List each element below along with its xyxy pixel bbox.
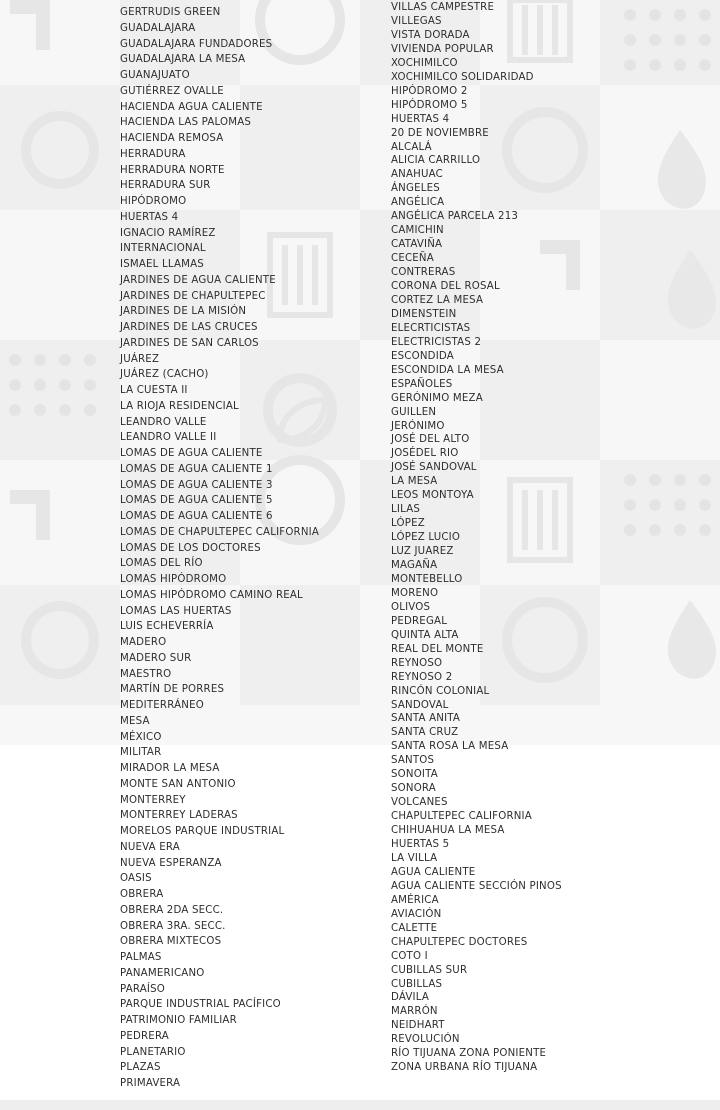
neighborhood-item: XOCHIMILCO <box>391 57 458 69</box>
neighborhood-item: REAL DEL MONTE <box>391 643 484 655</box>
neighborhood-item: LÓPEZ <box>391 518 425 530</box>
neighborhood-item: JARDINES DE LAS CRUCES <box>120 322 258 333</box>
neighborhood-item: GUANAJUATO <box>120 70 190 81</box>
neighborhood-item: SANTOS <box>391 755 435 767</box>
neighborhood-item: MIRADOR LA MESA <box>120 763 220 774</box>
neighborhood-item: COTO I <box>391 950 428 962</box>
neighborhood-item: MAGAÑA <box>391 560 438 571</box>
neighborhood-item: CUBILLAS SUR <box>391 964 468 976</box>
neighborhood-item: GUILLEN <box>391 406 437 418</box>
neighborhood-item: LILAS <box>391 504 421 516</box>
neighborhood-item: LUZ JUAREZ <box>391 546 454 558</box>
neighborhood-item: ALICIA CARRILLO <box>391 155 481 167</box>
neighborhood-item: PRIMAVERA <box>120 1078 181 1089</box>
neighborhood-item: LOMAS DE CHAPULTEPEC CALIFORNIA <box>120 526 320 538</box>
neighborhood-item: MONTERREY LADERAS <box>120 810 238 822</box>
neighborhood-item: LÓPEZ LUCIO <box>391 532 461 544</box>
neighborhood-item: GERTRUDIS GREEN <box>120 7 221 18</box>
neighborhood-item: JUÁREZ (CACHO) <box>120 369 209 381</box>
neighborhood-item: HACIENDA REMOSA <box>120 133 224 144</box>
neighborhood-item: SONORA <box>391 783 436 795</box>
neighborhood-item: MADERO <box>120 637 167 648</box>
neighborhood-item: QUINTA ALTA <box>391 629 459 641</box>
neighborhood-item: AGUA CALIENTE <box>391 866 476 878</box>
neighborhood-item: VILLAS CAMPESTRE <box>391 2 495 13</box>
neighborhood-item: GUTIÉRREZ OVALLE <box>120 85 224 97</box>
neighborhood-item: ANGÉLICA PARCELA 213 <box>391 211 519 223</box>
neighborhood-item: PLANETARIO <box>120 1046 186 1058</box>
neighborhood-item: LOMAS DE AGUA CALIENTE <box>120 448 263 459</box>
neighborhood-item: VILLEGAS <box>391 15 442 27</box>
neighborhood-item: OLIVOS <box>391 601 431 613</box>
neighborhood-item: LOMAS DE LOS DOCTORES <box>120 542 261 554</box>
neighborhood-item: LA MESA <box>391 476 438 488</box>
neighborhood-item: LOMAS HIPÓDROMO <box>120 574 227 585</box>
neighborhood-item: MESA <box>120 715 150 727</box>
neighborhood-item: ANAHUAC <box>391 169 443 181</box>
neighborhood-item: MARTÍN DE PORRES <box>120 684 225 696</box>
neighborhood-item: ANGÉLICA <box>391 197 445 209</box>
neighborhood-item: CAMICHIN <box>391 225 444 237</box>
neighborhood-item: JOSÉ DEL ALTO <box>391 434 470 446</box>
neighborhood-item: OBRERA 3RA. SECC. <box>120 920 226 932</box>
neighborhood-item: LA VILLA <box>391 852 438 864</box>
neighborhood-item: HUERTAS 5 <box>391 839 450 850</box>
neighborhood-item: PEDRERA <box>120 1030 169 1042</box>
neighborhood-item: PLAZAS <box>120 1062 161 1074</box>
neighborhood-item: LUIS ECHEVERRÍA <box>120 621 214 633</box>
neighborhood-item: NUEVA ESPERANZA <box>120 857 222 869</box>
neighborhood-item: MAESTRO <box>120 668 172 680</box>
neighborhood-item: JUÁREZ <box>120 353 160 365</box>
neighborhood-item: MORELOS PARQUE INDUSTRIAL <box>120 826 285 837</box>
neighborhood-item: PARAÍSO <box>120 983 165 995</box>
neighborhood-item: ISMAEL LLAMAS <box>120 259 204 270</box>
neighborhood-item: MORENO <box>391 587 439 599</box>
neighborhood-item: LOMAS DE AGUA CALIENTE 6 <box>120 511 273 522</box>
neighborhood-item: SANDOVAL <box>391 699 449 711</box>
neighborhood-item: ESPAÑOLES <box>391 378 453 390</box>
neighborhood-item: NEIDHART <box>391 1020 445 1032</box>
neighborhood-item: LEANDRO VALLE <box>120 416 207 428</box>
neighborhood-item: HERRADURA SUR <box>120 180 211 192</box>
neighborhood-item: JARDINES DE LA MISIÓN <box>120 306 247 318</box>
neighborhood-item: LOMAS DE AGUA CALIENTE 5 <box>120 495 273 507</box>
neighborhood-item: OBRERA MIXTECOS <box>120 936 222 948</box>
neighborhood-item: ALCALÁ <box>391 141 432 153</box>
neighborhood-item: MÉXICO <box>120 731 162 743</box>
neighborhood-item: LOMAS DE AGUA CALIENTE 1 <box>120 463 273 475</box>
neighborhood-item: VIVIENDA POPULAR <box>391 43 494 55</box>
neighborhood-item: JARDINES DE CHAPULTEPEC <box>120 290 266 302</box>
neighborhood-item: PEDREGAL <box>391 615 448 627</box>
neighborhood-item: REVOLUCIÓN <box>391 1034 460 1046</box>
neighborhood-item: CONTRERAS <box>391 267 456 279</box>
neighborhood-item: HUERTAS 4 <box>120 211 179 223</box>
neighborhood-item: 20 DE NOVIEMBRE <box>391 127 489 139</box>
neighborhood-item: ESCONDIDA <box>391 350 454 362</box>
neighborhood-item: MEDITERRÁNEO <box>120 700 204 711</box>
neighborhood-item: SANTA ROSA LA MESA <box>391 741 509 753</box>
neighborhood-item: ÁNGELES <box>391 183 440 195</box>
neighborhood-item: CECEÑA <box>391 253 434 265</box>
neighborhood-item: HERRADURA NORTE <box>120 164 225 176</box>
neighborhood-item: MONTE SAN ANTONIO <box>120 778 236 790</box>
neighborhood-item: LOMAS HIPÓDROMO CAMINO REAL <box>120 589 303 601</box>
neighborhood-item: AGUA CALIENTE SECCIÓN PINOS <box>391 880 562 892</box>
neighborhood-item: MILITAR <box>120 747 162 759</box>
neighborhood-item: CORTEZ LA MESA <box>391 294 484 306</box>
neighborhood-item: CATAVIÑA <box>391 239 443 251</box>
neighborhood-item: CHAPULTEPEC DOCTORES <box>391 936 528 948</box>
neighborhood-item: PARQUE INDUSTRIAL PACÍFICO <box>120 999 281 1011</box>
neighborhood-item: CORONA DEL ROSAL <box>391 281 500 292</box>
neighborhood-item: SANTA ANITA <box>391 713 461 725</box>
neighborhood-item: HIPÓDROMO 5 <box>391 99 468 111</box>
neighborhood-item: LEANDRO VALLE II <box>120 432 217 444</box>
neighborhood-item: GUADALAJARA <box>120 22 196 34</box>
neighborhood-item: PATRIMONIO FAMILIAR <box>120 1015 237 1026</box>
neighborhood-item: JERÓNIMO <box>391 420 445 432</box>
neighborhood-item: GUADALAJARA LA MESA <box>120 54 246 66</box>
neighborhood-item: GUADALAJARA FUNDADORES <box>120 38 273 50</box>
neighborhood-item: NUEVA ERA <box>120 841 180 853</box>
neighborhood-item: OBRERA 2DA SECC. <box>120 904 224 916</box>
neighborhood-item: VISTA DORADA <box>391 29 470 41</box>
neighborhood-item: AMÉRICA <box>391 894 439 906</box>
neighborhood-item: RINCÓN COLONIAL <box>391 685 490 697</box>
neighborhood-item: JARDINES DE SAN CARLOS <box>120 337 259 349</box>
neighborhood-item: REYNOSO 2 <box>391 671 453 683</box>
neighborhood-item: IGNACIO RAMÍREZ <box>120 227 216 239</box>
neighborhood-item: LEOS MONTOYA <box>391 490 474 502</box>
neighborhood-item: CUBILLAS <box>391 978 443 990</box>
neighborhood-item: AVIACIÓN <box>391 908 442 920</box>
neighborhood-item: JARDINES DE AGUA CALIENTE <box>120 274 276 286</box>
neighborhood-item: PALMAS <box>120 952 162 963</box>
neighborhood-item: MARRÓN <box>391 1006 438 1018</box>
neighborhood-item: LA CUESTA II <box>120 385 188 396</box>
neighborhood-item: MONTEBELLO <box>391 573 463 585</box>
neighborhood-item: CALETTE <box>391 922 438 934</box>
neighborhood-item: SONOITA <box>391 769 438 781</box>
neighborhood-item: LOMAS DEL RÍO <box>120 558 203 570</box>
neighborhood-item: OBRERA <box>120 889 164 900</box>
neighborhood-item: HERRADURA <box>120 148 186 160</box>
neighborhood-item: DÁVILA <box>391 992 430 1004</box>
neighborhood-item: SANTA CRUZ <box>391 727 459 739</box>
neighborhood-item: DIMENSTEIN <box>391 308 457 320</box>
neighborhood-item: LOMAS LAS HUERTAS <box>120 605 232 617</box>
neighborhood-item: HACIENDA LAS PALOMAS <box>120 117 252 129</box>
neighborhood-item: ELECRTICISTAS <box>391 322 471 334</box>
neighborhood-item: OASIS <box>120 873 152 885</box>
neighborhood-item: MADERO SUR <box>120 652 192 664</box>
neighborhood-item: HIPÓDROMO 2 <box>391 85 468 97</box>
neighborhood-item: HUERTAS 4 <box>391 113 450 125</box>
neighborhood-item: INTERNACIONAL <box>120 243 206 255</box>
neighborhood-item: HACIENDA AGUA CALIENTE <box>120 101 263 113</box>
neighborhood-item: CHAPULTEPEC CALIFORNIA <box>391 811 532 823</box>
neighborhood-item: RÍO TIJUANA ZONA PONIENTE <box>391 1048 547 1060</box>
neighborhood-item: JOSÉ SANDOVAL <box>391 462 477 474</box>
neighborhood-item: HIPÓDROMO <box>120 196 187 207</box>
neighborhood-item: MONTERREY <box>120 794 186 806</box>
bottom-strip <box>0 1100 720 1110</box>
neighborhood-item: PANAMERICANO <box>120 967 205 979</box>
neighborhood-item: GERÓNIMO MEZA <box>391 392 483 404</box>
neighborhood-item: VOLCANES <box>391 797 448 809</box>
neighborhood-item: ELECTRICISTAS 2 <box>391 336 482 348</box>
neighborhood-item: LA RIOJA RESIDENCIAL <box>120 400 239 412</box>
neighborhood-item: JOSÉDEL RIO <box>391 448 459 460</box>
neighborhood-item: XOCHIMILCO SOLIDARIDAD <box>391 71 534 83</box>
neighborhood-item: LOMAS DE AGUA CALIENTE 3 <box>120 479 273 491</box>
neighborhood-item: ESCONDIDA LA MESA <box>391 364 504 376</box>
neighborhood-item: REYNOSO <box>391 657 443 669</box>
neighborhood-item: CHIHUAHUA LA MESA <box>391 825 505 837</box>
neighborhood-item: ZONA URBANA RÍO TIJUANA <box>391 1062 538 1074</box>
